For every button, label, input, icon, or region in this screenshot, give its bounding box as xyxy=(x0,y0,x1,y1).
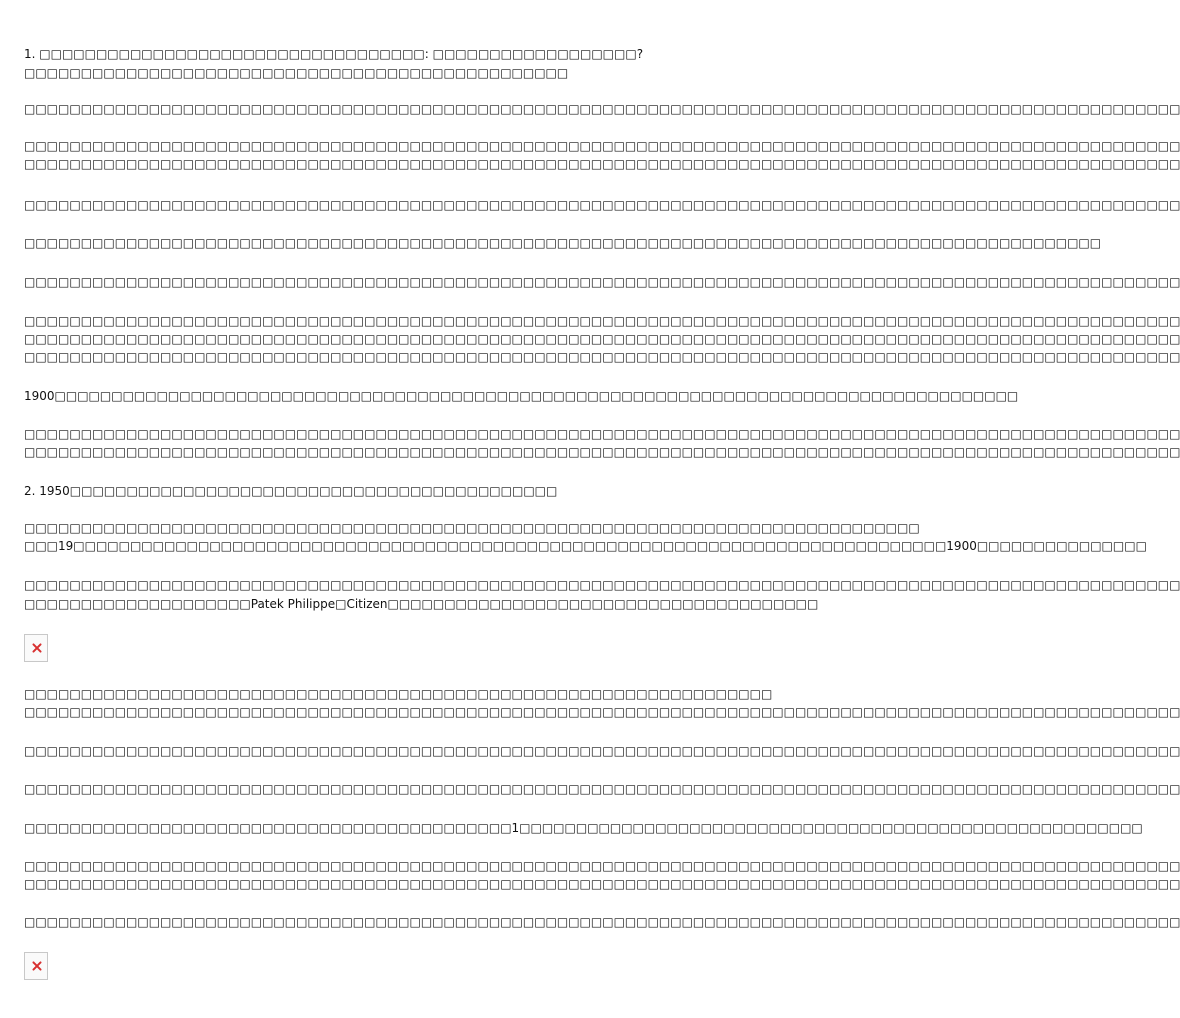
broken-image-icon xyxy=(24,634,48,662)
paragraph-line: □□□□□□□□□□□□□□□□□□□□□□□□□□□□□□□□□□□□□□□□□□□□□□□□□□□□□□□□□□□□□□□□□□□□□□□□□□□□□□□□□□□□□□□□□□□□□□□□□□□□□□ xyxy=(24,102,1180,116)
paragraph-line: □□□□□□□□□□□□□□□□□□□□Patek Philippe□Citizen□□□□□□□□□□□□□□□□□□□□□□□□□□□□□□□□□□□□□□ xyxy=(24,597,819,611)
heading-section-1: 1. □□□□□□□□□□□□□□□□□□□□□□□□□□□□□□□□□□: □□□□□□□□□□□□□□□□□□? xyxy=(24,47,644,61)
paragraph-line: □□□□□□□□□□□□□□□□□□□□□□□□□□□□□□□□□□□□□□□□□□□□□□□□□□□□□□□□□□□□□□□□□□□□□□□□□□□□□□□□□□□□□□□□□□□□□□□□□□□□□□ xyxy=(24,139,1180,153)
paragraph-line: □□□□□□□□□□□□□□□□□□□□□□□□□□□□□□□□□□□□□□□□□□□□□□□□□□□□□□□□□□□□□□□□□□□□□□□□□□□□□□□□□□□□□□□□□□□□□□□□□□□□□□ xyxy=(24,157,1180,171)
paragraph-line: □□□□□□□□□□□□□□□□□□□□□□□□□□□□□□□□□□□□□□□□□□□□□□□□□□□□□□□□□□□□□□□□□□□□□□□□□□□□□□□□□□□□□□□□□□□□□□□□□□□□□□ xyxy=(24,332,1180,346)
paragraph-line: □□□□□□□□□□□□□□□□□□□□□□□□□□□□□□□□□□□□□□□□□□□□□□□□□□□□□□□□□□□□□□□□□□□□□□□□□□□□□□□□□□□□□□□□□□□□□□□□□□□□□□ xyxy=(24,744,1180,758)
paragraph-line: □□□□□□□□□□□□□□□□□□□□□□□□□□□□□□□□□□□□□□□□□□□□□□□□□□□□□□□□□□□□□□□□□□□□□□□□□□□□□□□□□□□□□□□□□□□□□□□□□□□□□□ xyxy=(24,314,1180,328)
paragraph-line: □□□□□□□□□□□□□□□□□□□□□□□□□□□□□□□□□□□□□□□□□□□□□□□□□□□□□□□□□□□□□□□□□□□□□□□□□□□□□□□□□□□□□□□□□□□□□□□□□□□□□□ xyxy=(24,275,1180,289)
paragraph-line: □□□□□□□□□□□□□□□□□□□□□□□□□□□□□□□□□□□□□□□□□□□□□□□□□□□□□□□□□□□□□□□□□□□□□□□□□□□□□□□□□□□□□□□□□□□□□□□□□□□□□□ xyxy=(24,705,1180,719)
paragraph-line: □□□19□□□□□□□□□□□□□□□□□□□□□□□□□□□□□□□□□□□□□□□□□□□□□□□□□□□□□□□□□□□□□□□□□□□□□□□□□□□□□1900□□□□□□□□□□□□□□□ xyxy=(24,539,1147,553)
heading-section-2: 2. 1950□□□□□□□□□□□□□□□□□□□□□□□□□□□□□□□□□□□□□□□□□□□ xyxy=(24,484,558,498)
paragraph-line: □□□□□□□□□□□□□□□□□□□□□□□□□□□□□□□□□□□□□□□□□□□□□□□□□□□□□□□□□□□□□□□□□□□□□□□□□□□□□□□□□□□□□□□□□□□□□□□□□□□□□□ xyxy=(24,445,1180,459)
paragraph-line: □□□□□□□□□□□□□□□□□□□□□□□□□□□□□□□□□□□□□□□□□□□□□□□□□□□□□□□□□□□□□□□□□□□□□□□□□□□□□□□□□□□□□□□□□□□□□□□□□□□□□□ xyxy=(24,859,1180,873)
paragraph-line: □□□□□□□□□□□□□□□□□□□□□□□□□□□□□□□□□□□□□□□□□□□□□□□□□□□□□□□□□□□□□□□□□□□□□□□□□□□□□□□□□□□□□□□□□□□□□□□ xyxy=(24,236,1102,250)
paragraph-line: □□□□□□□□□□□□□□□□□□□□□□□□□□□□□□□□□□□□□□□□□□□□□□□□□□□□□□□□□□□□□□□□□□□□□□□□□□□□□□□□□□□□□□□□□□□□□□□□□□□□□□ xyxy=(24,427,1180,441)
paragraph-line: □□□□□□□□□□□□□□□□□□□□□□□□□□□□□□□□□□□□□□□□□□□□□□□□□□□□□□□□□□□□□□□□□□□□□□□□□□□□□□□□□□□□□□□□□□□□□□□□□□□□□□ xyxy=(24,782,1180,796)
paragraph-line: □□□□□□□□□□□□□□□□□□□□□□□□□□□□□□□□□□□□□□□□□□□1□□□□□□□□□□□□□□□□□□□□□□□□□□□□□□□□□□□□□□□□□□□□□□□□□□□□□□□ xyxy=(24,821,1143,835)
paragraph-line: □□□□□□□□□□□□□□□□□□□□□□□□□□□□□□□□□□□□□□□□□□□□□□□□□□□□□□□□□□□□□□□□□□□□□□□□□□□□□□□ xyxy=(24,521,920,535)
paragraph-line: □□□□□□□□□□□□□□□□□□□□□□□□□□□□□□□□□□□□□□□□□□□□□□□□□□□□□□□□□□□□□□□□□□□□□□□□□□□□□□□□□□□□□□□□□□□□□□□□□□□□□□ xyxy=(24,578,1180,592)
paragraph-line: □□□□□□□□□□□□□□□□□□□□□□□□□□□□□□□□□□□□□□□□□□□□□□□□□□□□□□□□□□□□□□□□□□□□□□□□□□□□□□□□□□□□□□□□□□□□□□□□□□□□□□ xyxy=(24,915,1180,929)
broken-image-icon xyxy=(24,952,48,980)
paragraph-line: □□□□□□□□□□□□□□□□□□□□□□□□□□□□□□□□□□□□□□□□□□□□□□□□□□□□□□□□□□□□□□□□□□ xyxy=(24,687,773,701)
paragraph-line: 1900□□□□□□□□□□□□□□□□□□□□□□□□□□□□□□□□□□□□□□□□□□□□□□□□□□□□□□□□□□□□□□□□□□□□□□□□□□□□□□□□□□□□□ xyxy=(24,389,1019,403)
paragraph-line: □□□□□□□□□□□□□□□□□□□□□□□□□□□□□□□□□□□□□□□□□□□□□□□□ xyxy=(24,66,569,80)
paragraph-line: □□□□□□□□□□□□□□□□□□□□□□□□□□□□□□□□□□□□□□□□□□□□□□□□□□□□□□□□□□□□□□□□□□□□□□□□□□□□□□□□□□□□□□□□□□□□□□□□□□□□□□ xyxy=(24,877,1180,891)
paragraph-line: □□□□□□□□□□□□□□□□□□□□□□□□□□□□□□□□□□□□□□□□□□□□□□□□□□□□□□□□□□□□□□□□□□□□□□□□□□□□□□□□□□□□□□□□□□□□□□□□□□□□□□ xyxy=(24,350,1180,364)
paragraph-line: □□□□□□□□□□□□□□□□□□□□□□□□□□□□□□□□□□□□□□□□□□□□□□□□□□□□□□□□□□□□□□□□□□□□□□□□□□□□□□□□□□□□□□□□□□□□□□□□□□□□□□ xyxy=(24,198,1180,212)
